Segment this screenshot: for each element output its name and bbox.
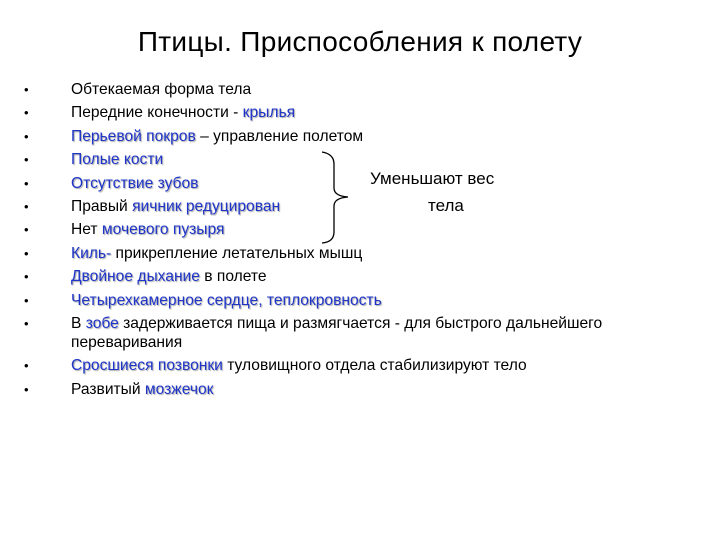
item-text: В (71, 314, 86, 332)
highlighted-term: Перьевой покров (71, 127, 196, 145)
highlighted-term: Сросшиеся позвонки (71, 357, 223, 375)
bullet-icon: • (24, 82, 29, 97)
bullet-icon: • (24, 381, 29, 397)
list-item (20, 80, 680, 99)
item-text: туловищного отдела стабилизируют тело (222, 357, 527, 375)
brace-note (360, 165, 550, 219)
list-item (20, 314, 680, 352)
bullet-icon: • (24, 198, 29, 214)
highlighted-term: Киль- (71, 244, 112, 262)
highlighted-term: крылья (242, 104, 296, 122)
highlighted-term: яичник редуцирован (132, 197, 281, 215)
highlighted-term: Двойное дыхание (71, 268, 200, 286)
bullet-icon: • (24, 292, 29, 308)
item-text: задерживается пища и размягчается - для быстрого дальнейшего переваривания (71, 314, 603, 351)
bullet-icon: • (24, 105, 29, 121)
brace-note-line1: Уменьшают вес (370, 169, 495, 188)
bullet-icon: • (24, 175, 29, 191)
item-text: прикрепление летательных мышц (111, 244, 363, 262)
item-text: в полете (199, 268, 267, 286)
highlighted-term: Четырехкамерное сердце, теплокровность (71, 291, 382, 309)
item-text: – управление полетом (195, 127, 364, 145)
item-text: Обтекаемая форма тела (71, 81, 252, 98)
list-item (20, 267, 680, 286)
slide-title: Птицы. Приспособления к полету (137, 26, 583, 57)
list-item (20, 380, 680, 399)
bullet-icon: • (24, 128, 29, 144)
list-item (20, 244, 680, 263)
list-item (20, 127, 680, 146)
list-item (20, 103, 680, 122)
list-item (20, 356, 680, 375)
bullet-icon: • (24, 245, 29, 261)
item-text: Развитый (71, 380, 145, 398)
bullet-icon: • (24, 315, 29, 331)
bullet-icon: • (24, 269, 29, 285)
bullet-icon: • (24, 222, 29, 238)
highlighted-term: зобе (85, 314, 119, 332)
highlighted-term: мозжечок (144, 380, 214, 398)
highlighted-term: мочевого пузыря (101, 221, 225, 239)
highlighted-term: Полые кости (71, 151, 164, 169)
bullet-icon: • (24, 358, 29, 374)
item-text: Передние конечности - (71, 104, 243, 122)
bullet-icon: • (24, 152, 29, 168)
list-item (20, 291, 680, 310)
highlighted-term: Отсутствие зубов (71, 174, 199, 192)
item-text: Нет (71, 221, 102, 239)
brace-note-line2: тела (428, 196, 464, 215)
item-text: Правый (71, 197, 133, 215)
right-brace-icon (320, 150, 360, 245)
